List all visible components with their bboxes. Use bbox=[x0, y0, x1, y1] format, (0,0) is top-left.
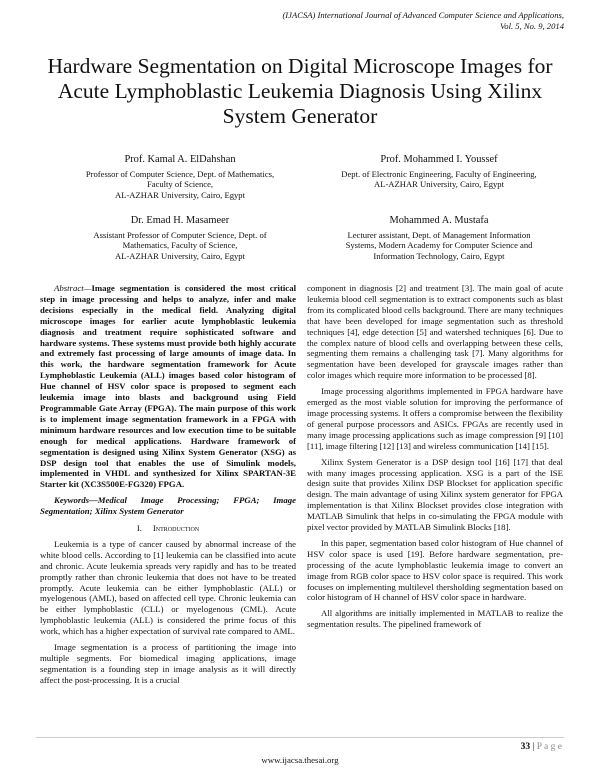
paragraph: Image processing algorithms implemented in FPGA hardware have emerged as the most viable solution for improving the performance of image processing systems. It offers a compromise between the flexibility of general purpose processors and ASICs. FPGAs are recently used in many image processing applications such as image compression [9] [10] [11], image filtering [12] [13] and wireless communication [14] [15]. bbox=[307, 386, 563, 451]
author-block bbox=[314, 155, 564, 190]
journal-header bbox=[282, 10, 564, 31]
author-affiliation: Systems, Modern Academy for Computer Science and bbox=[345, 240, 533, 251]
section-heading bbox=[40, 523, 296, 534]
author-affiliation: Mathematics, Faculty of Science, bbox=[122, 240, 238, 251]
page-label: P a g e bbox=[536, 742, 562, 752]
paragraph: Image segmentation is a process of partitioning the image into multiple segments. For biomedical imaging applications, image segmentation is a founding step in image analysis as it will directly affect the post-processing. It is a crucial bbox=[40, 642, 296, 685]
page-number-value: 33 bbox=[520, 742, 531, 752]
author-name: Dr. Emad H. Masameer bbox=[130, 215, 230, 226]
paragraph: All algorithms are initially implemented in MATLAB to realize the segmentation results. The pipelined framework of bbox=[307, 608, 563, 630]
author-name: Mohammed A. Mustafa bbox=[389, 215, 489, 226]
author-block bbox=[55, 216, 305, 261]
journal-volume: Vol. 5, No. 9, 2014 bbox=[500, 20, 564, 31]
footer-divider bbox=[36, 737, 564, 738]
author-affiliation: Dept. of Electronic Engineering, Faculty of Engineering, bbox=[341, 168, 537, 179]
author-affiliation: Faculty of Science, bbox=[146, 179, 214, 190]
abstract bbox=[40, 283, 296, 490]
paragraph: component in diagnosis [2] and treatment [3]. The main goal of acute leukemia blood cell segmentation is to extract components such as blast from its complicated blood cells background. There are many techniques that have been developed for image segmentation such as threshold techniques [4], edge detection [5] and watershed techniques [6]. Due to the complex nature of blood cells and overlapping between these cells, segmenting them remains a challenging task [7]. Many algorithms for segmentation have been developed for grayscale images rather than color images which require more information to be processed [8]. bbox=[307, 283, 563, 381]
author-affiliation: Professor of Computer Science, Dept. of Mathematics, bbox=[85, 168, 275, 179]
section-number: I. bbox=[136, 523, 142, 534]
author-affiliation: Information Technology, Cairo, Egypt bbox=[373, 250, 505, 261]
journal-name: (IJACSA) International Journal of Advanced Computer Science and Applications, bbox=[282, 10, 564, 20]
section-title: Introduction bbox=[152, 523, 200, 534]
author-affiliation: AL-AZHAR University, Cairo, Egypt bbox=[114, 250, 245, 261]
author-block bbox=[314, 216, 564, 261]
keywords: Keywords—Medical Image Processing; FPGA; Image Segmentation; Xilinx System Generator bbox=[40, 495, 296, 517]
footer-url: www.ijacsa.thesai.org bbox=[261, 755, 339, 765]
paragraph: Leukemia is a type of cancer caused by abnormal increase of the white blood cells. According to [1] leukemia can be classified into acute and chronic. Acute leukemia spreads very rapidly and has to be treated promptly rather than chronic leukemia that does not have to be treated promptly. Acute leukemia can be either lymphoblastic (ALL) or myelogenous (AML), based on affected cell type. Chronic leukemia can be either lymphoblastic (CLL) or myelogenous (CML). Acute lymphoblastic leukemia (ALL) is considered the prime focus of this work, which has a higher expectation of survival rate compared to AML. bbox=[40, 538, 296, 637]
author-affiliation: Lecturer assistant, Dept. of Management Information bbox=[347, 229, 531, 240]
left-column bbox=[40, 283, 296, 691]
author-name: Prof. Mohammed I. Youssef bbox=[380, 154, 498, 165]
author-affiliation: Assistant Professor of Computer Science, Dept. of bbox=[93, 229, 267, 240]
abstract-label: Abstract— bbox=[54, 283, 92, 293]
abstract-text: Image segmentation is considered the most critical step in image processing and helps to analyze, infer and make decisions especially in the medical field. Analyzing digital microscope images for earlier acute lymphoblastic leukemia diagnosis and treatment require sophisticated software and hardware systems. These systems must provide both highly accurate and extremely fast processing of large amounts of image data. In this work, the hardware segmentation framework for Acute Lymphoblastic Leukemia (ALL) images based color histogram of Hue channel of HSV color space is proposed to segment each leukemia image into blasts and background using Field Programmable Gate Array (FPGA). The main purpose of this work is to implement image segmentation framework in a FPGA with minimum hardware resources and low execution time to be suitable enough for medical applications. Hardware framework of segmentation is designed using Xilinx System Generator (XSG) as DSP design tool that enables the use of Simulink models, implemented in VHDL and synthesized for Xilinx SPARTAN-3E Starter kit (XC3S500E-FG320) FPGA. bbox=[40, 283, 296, 490]
paragraph: In this paper, segmentation based color histogram of Hue channel of HSV color space is used [19]. Before hardware segmentation, pre-processing of the acute lymphoblastic leukemia image to convert an image from RGB color space to HSV color space is required. This work focuses on implementing multilevel thersholding segmentation based on color histogram of H channel of HSV color space in hardware. bbox=[307, 537, 563, 603]
author-affiliation: AL-AZHAR University, Cairo, Egypt bbox=[373, 179, 504, 190]
paragraph: Xilinx System Generator is a DSP design tool [16] [17] that deal with many images processing application. XSG is a part of the ISE design suite that provides Xilinx DSP Blockset for application specific design. The main advantage of using Xilinx system generator for FPGA implementation is that Xilinx Blockset provides close integration with MATLAB Simulink that helps in co-simulating the FPGA module with pixel vector provided by MATLAB Simulink Blocks [18]. bbox=[307, 456, 563, 533]
author-block bbox=[55, 155, 305, 200]
right-column bbox=[307, 283, 563, 635]
page-number: 33 | P a g e bbox=[520, 742, 562, 752]
paper-title: Hardware Segmentation on Digital Microscope Images for Acute Lymphoblastic Leukemia Diagnosis Using Xilinx System Generator bbox=[47, 54, 553, 128]
author-affiliation: AL-AZHAR University, Cairo, Egypt bbox=[114, 189, 245, 200]
author-name: Prof. Kamal A. ElDahshan bbox=[124, 154, 236, 165]
